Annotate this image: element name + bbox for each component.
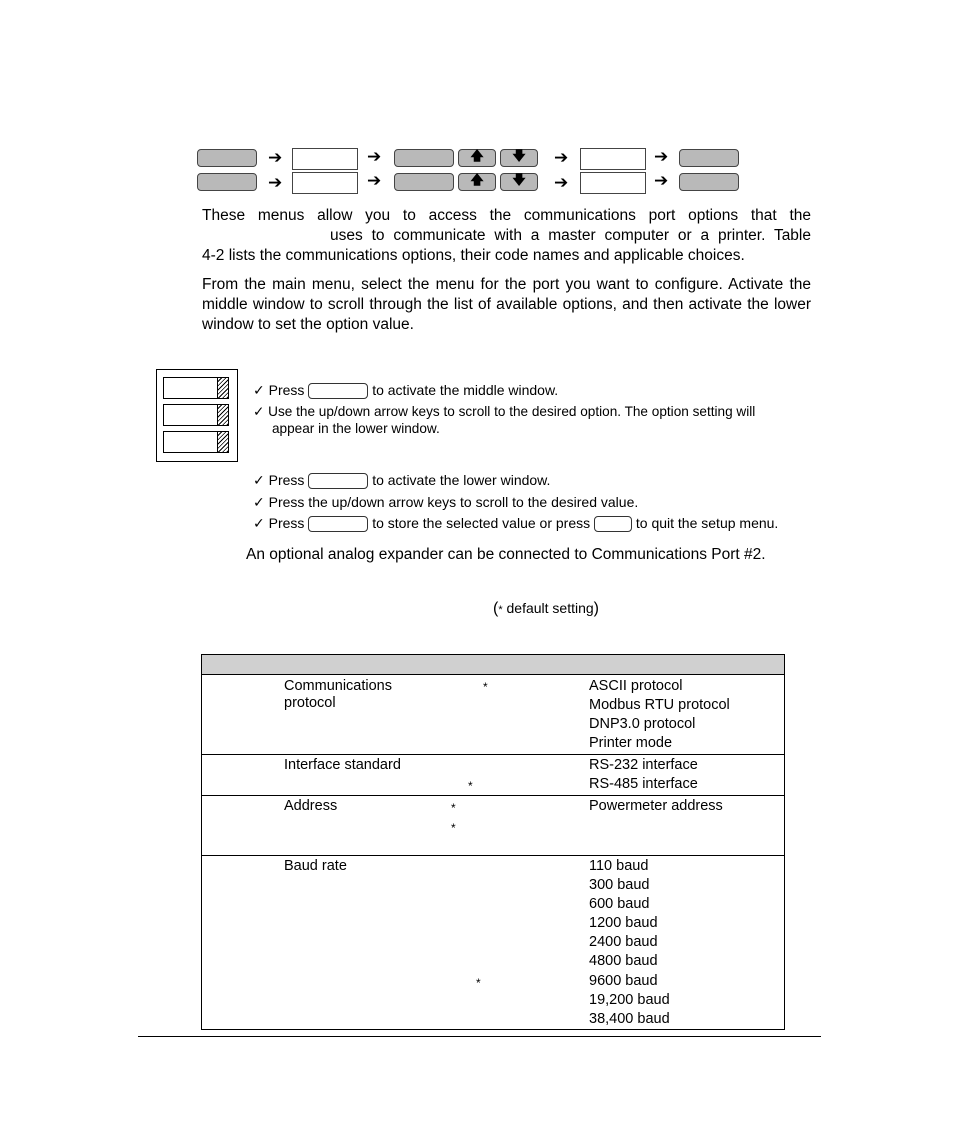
display-window: [580, 172, 646, 194]
arrow-right-icon: ➔: [367, 171, 382, 190]
arrow-right-icon: ➔: [268, 148, 283, 167]
arrow-right-icon: ➔: [654, 147, 669, 166]
enter-key[interactable]: [679, 149, 739, 167]
row-divider: [202, 795, 784, 796]
option-name: protocol: [284, 695, 336, 711]
inline-key: [594, 516, 632, 532]
choice: DNP3.0 protocol: [589, 716, 696, 732]
arrow-right-icon: ➔: [268, 173, 283, 192]
choice: 9600 baud: [589, 973, 658, 989]
arrow-up-icon: 🡅: [470, 172, 484, 187]
step-activate-middle: [253, 381, 558, 399]
row-divider: [202, 754, 784, 755]
intro-paragraph: [202, 206, 811, 266]
arrow-down-icon: 🡇: [512, 148, 526, 163]
choice: 2400 baud: [589, 934, 658, 950]
choice: 600 baud: [589, 896, 650, 912]
display-window: [580, 148, 646, 170]
legend-text: default setting: [506, 600, 594, 616]
intro-line: These menus allow you to access the communications port options that the: [202, 207, 811, 224]
step-store-value: [253, 514, 778, 532]
step-text: to quit the setup menu.: [635, 515, 779, 531]
step-text: to activate the lower window.: [372, 472, 551, 488]
choice: 1200 baud: [589, 915, 658, 931]
step-activate-lower: [253, 471, 550, 489]
option-name: Interface standard: [284, 757, 401, 773]
option-name: Address: [284, 798, 338, 814]
check-icon: ✓: [253, 382, 265, 398]
option-name: Baud rate: [284, 858, 347, 874]
default-legend: (* default setting): [493, 600, 599, 617]
enter-key[interactable]: [679, 173, 739, 191]
inline-key: [308, 473, 368, 489]
arrow-right-icon: ➔: [367, 147, 382, 166]
intro-line: 4-2 lists the communications options, their code names and applicable choices.: [202, 247, 745, 264]
arrow-right-icon: ➔: [554, 173, 569, 192]
choice: 4800 baud: [589, 953, 658, 969]
default-star-icon: *: [476, 976, 481, 990]
choice: Printer mode: [589, 735, 673, 751]
check-icon: ✓: [253, 404, 265, 419]
middle-window: [163, 404, 229, 426]
choice: ASCII protocol: [589, 678, 683, 694]
step-scroll-value: [253, 493, 638, 511]
step-scroll-option-cont: [272, 420, 440, 438]
menu-key[interactable]: [197, 173, 257, 191]
step-text: Press the up/down arrow keys to scroll to the desired value.: [268, 494, 639, 510]
arrow-down-icon: 🡇: [512, 172, 526, 187]
scroll-indicator: [217, 378, 228, 398]
up-arrow-key[interactable]: [458, 149, 496, 167]
inline-key: [308, 516, 368, 532]
enter-key[interactable]: [394, 149, 454, 167]
step-text: Press: [268, 515, 305, 531]
default-star-icon: *: [451, 801, 456, 815]
expander-note: An optional analog expander can be connected to Communications Port #2.: [246, 546, 766, 563]
arrow-up-icon: 🡅: [470, 148, 484, 163]
up-arrow-key[interactable]: [458, 173, 496, 191]
check-icon: ✓: [253, 515, 265, 531]
choice: Powermeter address: [589, 798, 723, 814]
option-name: Communications: [284, 678, 392, 694]
arrow-right-icon: ➔: [654, 171, 669, 190]
scroll-indicator: [217, 405, 228, 425]
display-window: [292, 172, 358, 194]
lower-window: [163, 431, 229, 453]
check-icon: ✓: [253, 472, 265, 488]
display-window: [292, 148, 358, 170]
instructions-paragraph: [202, 275, 811, 335]
display-illustration: [156, 369, 238, 462]
star-icon: *: [498, 604, 503, 616]
comm-options-table: [201, 654, 785, 1030]
default-star-icon: *: [451, 821, 456, 835]
enter-key[interactable]: [394, 173, 454, 191]
choice: 38,400 baud: [589, 1011, 670, 1027]
step-text: appear in the lower window.: [272, 421, 440, 436]
check-icon: ✓: [253, 494, 265, 510]
down-arrow-key[interactable]: [500, 173, 538, 191]
arrow-right-icon: ➔: [554, 148, 569, 167]
step-text: to store the selected value or press: [372, 515, 591, 531]
choice: Modbus RTU protocol: [589, 697, 730, 713]
inline-key: [308, 383, 368, 399]
choice: RS-485 interface: [589, 776, 698, 792]
menu-key[interactable]: [197, 149, 257, 167]
choice: 300 baud: [589, 877, 650, 893]
step-text: Press: [268, 382, 305, 398]
step-text: to activate the middle window.: [372, 382, 559, 398]
row-divider: [202, 855, 784, 856]
scroll-indicator: [217, 432, 228, 452]
upper-window: [163, 377, 229, 399]
down-arrow-key[interactable]: [500, 149, 538, 167]
instructions-text: From the main menu, select the menu for the port you want to configure. Activate the middle window to scroll through the list of available options, and then activate the lower window to set the option value.: [202, 276, 811, 333]
step-scroll-option: [253, 403, 755, 421]
step-text: Press: [268, 472, 305, 488]
footer-divider: [138, 1036, 821, 1037]
intro-line: uses to communicate with a master computer or a printer. Table: [330, 227, 811, 244]
choice: 110 baud: [589, 858, 649, 874]
table-header: [202, 655, 784, 675]
default-star-icon: *: [468, 779, 473, 793]
default-star-icon: *: [483, 680, 488, 694]
step-text: Use the up/down arrow keys to scroll to the desired option. The option setting will: [268, 404, 756, 419]
choice: RS-232 interface: [589, 757, 698, 773]
choice: 19,200 baud: [589, 992, 670, 1008]
